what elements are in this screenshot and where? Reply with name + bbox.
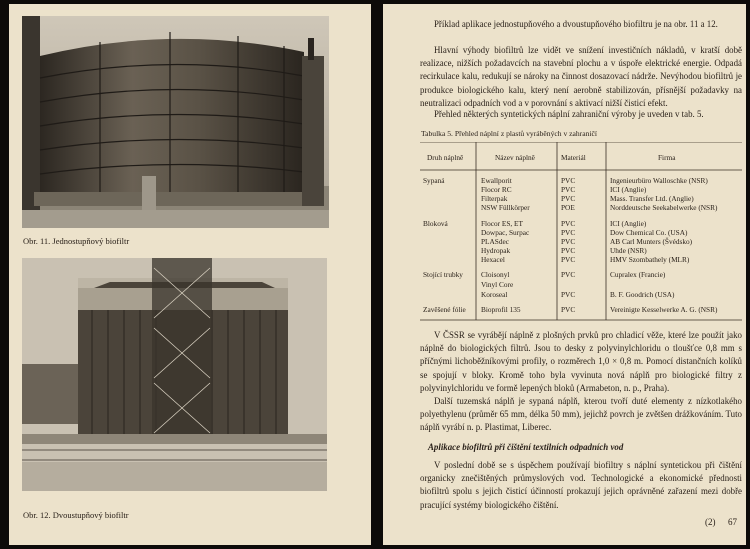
table-cell-firm: ICI (Anglie) — [610, 185, 647, 194]
page-number-right: 67 — [728, 517, 737, 527]
paragraph-domestic: Další tuzemská náplň je sypaná náplň, kterou tvoří duté elementy z nízkotlakého polyethylenu (průměr 65 mm, délka 50 mm), jejichž povrch je zvětšen drážkováním. Tuto náplň vyrábí n. p. Plastimat, Liberec. — [420, 396, 742, 433]
table-cell-firm: B. F. Goodrich (USA) — [610, 290, 675, 299]
figure-12-caption: Obr. 12. Dvoustupňový biofiltr — [23, 510, 129, 520]
table-cell-name: Ewallporit — [481, 176, 512, 185]
table-cell-material: PVC — [561, 176, 576, 185]
table-cell-material: PVC — [561, 246, 576, 255]
table-cell-name: PLASdec — [481, 237, 509, 246]
table-rules — [420, 142, 742, 322]
table-cell-material: PVC — [561, 194, 576, 203]
table-cell-name: Vinyl Core — [481, 280, 514, 289]
figure-11-caption: Obr. 11. Jednostupňový biofiltr — [23, 236, 130, 246]
table-cell-material: PVC — [561, 228, 576, 237]
table-cell-material: PVC — [561, 237, 576, 246]
table-cell-firm: Uhde (NSR) — [610, 246, 647, 255]
table-cell-material: PVC — [561, 290, 576, 299]
table-group-type: Zavěšené fólie — [423, 305, 466, 314]
table-cell-material: PVC — [561, 305, 576, 314]
table-cell-name: Koroseal — [481, 290, 508, 299]
table-cell-firm: ICI (Anglie) — [610, 219, 647, 228]
paragraph-table-ref: Přehled některých syntetických náplní zahraniční výroby je uveden v tab. 5. — [434, 109, 704, 119]
table-cell-name: Hexacel — [481, 255, 505, 264]
figure-11-photo — [22, 16, 329, 228]
table-cell-firm: Dow Chemical Co. (USA) — [610, 228, 688, 237]
table-cell-name: Bioprofil 135 — [481, 305, 521, 314]
table-cell-firm: Cupralex (Francie) — [610, 270, 666, 279]
page-number-left: (2) — [705, 517, 716, 527]
table-cell-material: PVC — [561, 185, 576, 194]
table-cell-name: Cloisonyl — [481, 270, 510, 279]
table-header-name: Název náplně — [495, 153, 535, 162]
paragraph-intro: Příklad aplikace jednostupňového a dvoustupňového biofiltru je na obr. 11 a 12. — [434, 19, 718, 29]
table-cell-firm: Norddeutsche Seekabelwerke (NSR) — [610, 203, 718, 212]
paragraph-advantages: Hlavní výhody biofiltrů lze vidět ve snížení investičních nákladů, v kratší době realizace, nižších požadavcích na stavební plochu a v úspoře elektrické energie. Odpadá recirkulace kalu, redukují se nároky na činnost dosazovací nádrže. Nevýhodou biofiltrů je produkce biologického kalu, který není aerobně stabilizován, přísnější požadavky na neutralizaci odpadních vod a v porovnání s aktivací nižší čisticí efekt. — [420, 45, 742, 108]
table-group-type: Stojící trubky — [423, 270, 463, 279]
table-cell-material: PVC — [561, 255, 576, 264]
table-cell-name: Dowpac, Surpac — [481, 228, 530, 237]
table-group-type: Bloková — [423, 219, 448, 228]
table-cell-name: Filterpak — [481, 194, 508, 203]
paragraph-cssr: V ČSSR se vyrábějí náplně z plošných prvků pro chladicí věže, které lze použít jako náplně do biologických filtrů. Jsou to desky z polyvinylchloridu o tloušťce 0,8 mm s příčnými lichoběžníkovými profily, o rozměrech 1,0 × 0,8 m. Pomocí distančních kolíků se spojují v bloky. Kromě toho byla vyvinuta nová náplň pro biologické filtry z polyvinylchloridu ve formě lepených bloků (Armabeton, n. p., Praha). — [420, 330, 742, 393]
table-group-type: Sypaná — [423, 176, 445, 185]
table-cell-material: POE — [561, 203, 575, 212]
left-page — [9, 4, 371, 545]
paragraph-textile: V poslední době se s úspěchem používají biofiltry s náplní syntetickou při čištění organicky znečištěných průmyslových vod. Technologické a ekonomické přednosti biofiltrů spolu s jejich čisticí účinností prokazují jejich oprávněné zařazení mezi dobře pracující systémy biologického čištění. — [420, 460, 742, 510]
section-heading: Aplikace biofiltrů při čištění textilních odpadních vod — [428, 442, 624, 452]
table-caption: Tabulka 5. Přehled náplní z plastů vyráběných v zahraničí — [421, 129, 597, 138]
table-cell-firm: Mass. Transfer Ltd. (Anglie) — [610, 194, 694, 203]
table-header-type: Druh náplně — [427, 153, 464, 162]
table-cell-name: Hydropak — [481, 246, 511, 255]
table-cell-name: Flocor ES, ET — [481, 219, 523, 228]
table-cell-material: PVC — [561, 219, 576, 228]
right-page — [383, 4, 746, 545]
table-cell-firm: AB Carl Munters (Švédsko) — [610, 237, 693, 246]
table-cell-firm: Ingenieurbüro Walloschke (NSR) — [610, 176, 708, 185]
table-cell-material: PVC — [561, 270, 576, 279]
table-cell-name: NSW Füllkörper — [481, 203, 530, 212]
table-header-firm: Firma — [658, 153, 676, 162]
table-cell-firm: Vereinigte Kesselwerke A. G. (NSR) — [610, 305, 718, 314]
table-cell-name: Flocor RC — [481, 185, 512, 194]
figure-12-photo — [22, 258, 327, 491]
table-cell-firm: HMV Szombathely (MLR) — [610, 255, 690, 264]
table-header-material: Materiál — [561, 153, 586, 162]
